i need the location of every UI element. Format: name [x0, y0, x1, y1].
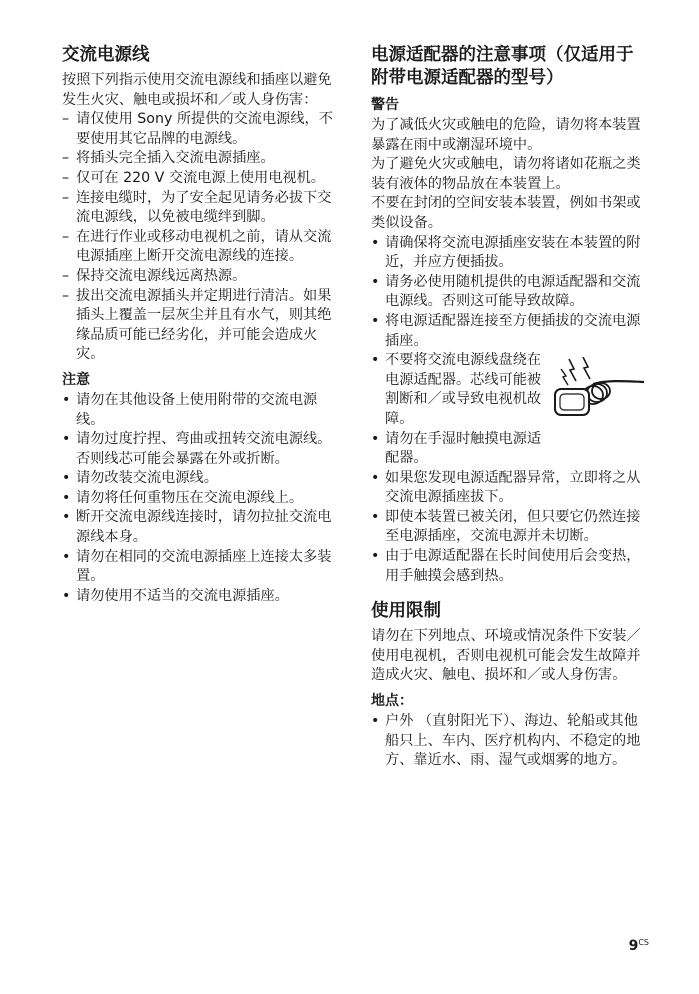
list-item: – 仅可在 220 V 交流电源上使用电视机。: [62, 169, 338, 189]
dash-marker: –: [62, 267, 70, 284]
adapter-list: [371, 234, 649, 352]
bullet-marker: •: [62, 431, 71, 448]
location-title: 地点：: [371, 693, 413, 710]
dash-marker: –: [62, 111, 70, 128]
list-item: • 将电源适配器连接至方便插拔的交流电源插座。: [371, 312, 641, 349]
list-item: • 请确保将交流电源插座安装在本装置的附近，并应方便插拔。: [371, 234, 641, 271]
bullet-marker: •: [371, 469, 380, 486]
list-item: – 请仅使用 Sony 所提供的交流电源线，不要使用其它品牌的电源线。: [62, 111, 333, 147]
left-column: [62, 44, 338, 606]
warning-paragraph: 为了避免火灾或触电，请勿将诸如花瓶之类装有液体的物品放在本装置上。: [371, 156, 641, 192]
page-suffix: CS: [638, 938, 649, 947]
location-list: [371, 712, 649, 771]
dash-marker: –: [62, 228, 70, 245]
usage-paragraph: 请勿在下列地点、环境或情况条件下安装／使用电视机，否则电视机可能会发生故障并造成火灾、触电、损坏和／或人身伤害。: [371, 628, 641, 684]
dash-marker: –: [62, 189, 70, 206]
list-item: • 户外 （直射阳光下）、海边、轮船或其他船只上、车内、医疗机构内、不稳定的地方、靠近水、雨、湿气或烟雾的地方。: [371, 713, 641, 769]
caution-title: 注意: [62, 371, 90, 388]
usage-restrictions-title: 使用限制: [371, 601, 441, 622]
list-item: • 请务必使用随机提供的电源适配器和交流电源线。否则这可能导致故障。: [371, 273, 641, 310]
dash-marker: –: [62, 169, 70, 186]
ac-cord-intro: 按照下列指示使用交流电源线和插座以避免发生火灾、触电或损坏和／或人身伤害：: [62, 72, 332, 108]
bullet-marker: •: [371, 713, 380, 730]
list-item: – 在进行作业或移动电视机之前，请从交流电源插座上断开交流电源线的连接。: [62, 228, 332, 265]
warning-paragraph: 不要在封闭的空间安装本装置，例如书架或类似设备。: [371, 195, 641, 231]
list-item: – 将插头完全插入交流电源插座。: [62, 149, 338, 169]
bullet-marker: •: [371, 234, 380, 251]
list-item: • 请勿使用不适当的交流电源插座。: [62, 587, 338, 607]
bullet-marker: •: [371, 273, 380, 290]
adapter-list-continued: [371, 469, 649, 587]
dash-marker: –: [62, 287, 70, 304]
coiled-cord-adapter-icon: [547, 357, 649, 423]
bullet-marker: •: [62, 587, 71, 604]
bullet-marker: •: [62, 548, 71, 565]
ac-cord-title: 交流电源线: [62, 45, 150, 65]
caution-list-continued: [62, 469, 338, 606]
caution-list: [62, 391, 338, 450]
ac-cord-list: [62, 110, 338, 365]
bullet-marker: •: [62, 489, 71, 506]
list-item: – 连接电缆时，为了安全起见请务必拔下交流电源线，以免被电缆绊到脚。: [62, 189, 332, 226]
page-number: $9^{CS}$: [628, 938, 649, 954]
list-item: • 由于电源适配器在长时间使用后会变热，用手触摸会感到热。: [371, 548, 641, 584]
warning-title: 警告: [371, 97, 399, 113]
bullet-marker: •: [62, 391, 71, 408]
list-item: • 请勿在手湿时触摸电源适配器。: [371, 430, 542, 467]
right-column: [371, 44, 649, 771]
list-item: • 断开交流电源线连接时，请勿拉扯交流电源线本身。: [62, 509, 332, 546]
list-item: • 请勿改装交流电源线。: [62, 469, 338, 489]
list-item: – 拔出交流电源插头并定期进行清洁。如果插头上覆盖一层灰尘并且有水气，则其绝缘品质可能已经劣化，并可能会造成火灾。: [62, 287, 332, 363]
list-item: • 请勿在其他设备上使用附带的交流电源线。: [62, 391, 318, 428]
list-item: – 保持交流电源线远离热源。: [62, 267, 338, 287]
list-item: • 即使本装置已被关闭，但只要它仍然连接至电源插座，交流电源并未切断。: [371, 508, 641, 545]
list-item: • 如果您发现电源适配器异常，立即将之从交流电源插座拔下。: [371, 469, 641, 506]
list-item: • 请勿在相同的交流电源插座上连接太多装置。: [62, 548, 332, 585]
bullet-marker: •: [371, 312, 380, 329]
warning-paragraph: 为了减低火灾或触电的危险，请勿将本装置暴露在雨中或潮湿环境中。: [371, 117, 641, 153]
caution-note: 否则线芯可能会暴露在外或折断。: [76, 450, 289, 467]
adapter-title: 电源适配器的注意事项（仅适用于附带电源适配器的型号）: [371, 45, 634, 88]
bullet-marker: •: [371, 352, 380, 369]
bullet-marker: •: [371, 548, 380, 565]
bullet-marker: •: [62, 509, 71, 526]
bullet-marker: •: [371, 508, 380, 525]
list-item: • 不要将交流电源线盘绕在电源适配器。芯线可能被割断和／或导致电视机故障。: [371, 352, 542, 427]
adapter-figure-block: [371, 351, 649, 469]
bullet-marker: •: [62, 470, 71, 487]
list-item: • 请勿将任何重物压在交流电源线上。: [62, 489, 338, 509]
dash-marker: –: [62, 150, 70, 167]
bullet-marker: •: [371, 430, 380, 447]
list-item: • 请勿过度拧捏、弯曲或扭转交流电源线。: [62, 430, 338, 450]
